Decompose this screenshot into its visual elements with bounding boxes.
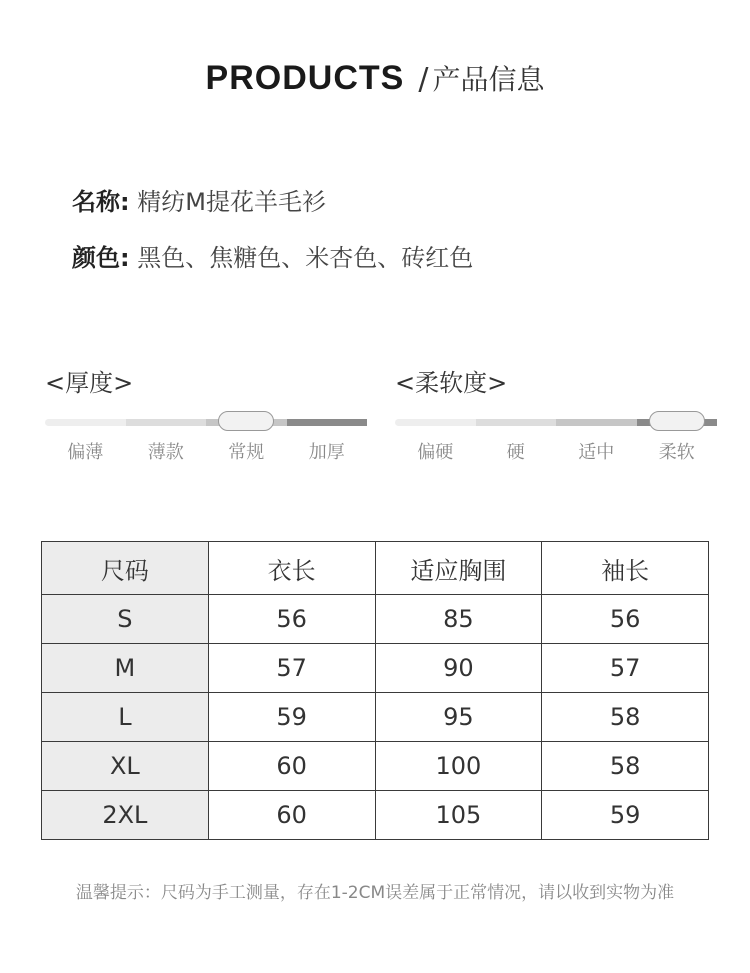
table-cell: 56 (208, 595, 375, 644)
table-cell: 57 (208, 644, 375, 693)
table-row (42, 791, 709, 840)
thickness-meter (45, 365, 367, 464)
product-color-label: 颜色: (72, 244, 130, 272)
product-name-value: 精纺M提花羊毛衫 (137, 188, 326, 216)
thickness-tick: 薄款 (147, 442, 184, 463)
table-cell: 59 (542, 791, 709, 840)
product-name-label: 名称: (72, 188, 130, 216)
size-table (41, 541, 709, 840)
header-separator: / (418, 62, 429, 97)
table-cell: 60 (208, 742, 375, 791)
table-cell: L (42, 693, 209, 742)
softness-tick: 柔软 (658, 442, 695, 463)
thickness-segment-1 (45, 419, 126, 426)
thickness-tick: 常规 (228, 442, 265, 463)
thickness-tick: 加厚 (308, 442, 345, 463)
softness-segment-3 (556, 419, 637, 426)
softness-tick: 偏硬 (417, 442, 454, 463)
table-cell: 85 (375, 595, 542, 644)
table-cell: 60 (208, 791, 375, 840)
product-color-value: 黑色、焦糖色、米杏色、砖红色 (137, 244, 474, 272)
thickness-tick: 偏薄 (67, 442, 104, 463)
table-cell: S (42, 595, 209, 644)
table-cell: 59 (208, 693, 375, 742)
softness-segment-2 (476, 419, 557, 426)
thickness-track (45, 419, 367, 426)
table-cell: XL (42, 742, 209, 791)
softness-tick: 硬 (506, 442, 525, 463)
table-cell: 57 (542, 644, 709, 693)
table-row (42, 595, 709, 644)
table-cell: 56 (542, 595, 709, 644)
table-header-row (42, 542, 709, 595)
thickness-segment-2 (126, 419, 207, 426)
table-cell: 2XL (42, 791, 209, 840)
table-cell: 90 (375, 644, 542, 693)
table-header-cell: 袖长 (542, 542, 709, 595)
thickness-indicator (218, 411, 274, 431)
table-row (42, 644, 709, 693)
table-header-cell: 适应胸围 (375, 542, 542, 595)
table-cell: 58 (542, 693, 709, 742)
table-row (42, 693, 709, 742)
softness-meter (395, 365, 717, 464)
table-header-cell: 衣长 (208, 542, 375, 595)
thickness-title: <厚度> (45, 369, 134, 397)
table-cell: 105 (375, 791, 542, 840)
measurement-note: 温馨提示：尺码为手工测量，存在1-2CM误差属于正常情况，请以收到实物为准 (75, 883, 675, 903)
thickness-ticks (45, 438, 367, 464)
product-name-row (72, 182, 326, 217)
table-cell: 95 (375, 693, 542, 742)
softness-indicator (649, 411, 705, 431)
softness-track (395, 419, 717, 426)
table-row (42, 742, 709, 791)
header-title-en: PRODUCTS (205, 59, 405, 97)
softness-tick: 适中 (578, 442, 615, 463)
header-title-cn: 产品信息 (432, 63, 545, 96)
softness-title: <柔软度> (395, 369, 508, 397)
thickness-segment-4 (287, 419, 368, 426)
table-header-cell: 尺码 (42, 542, 209, 595)
table-cell: 58 (542, 742, 709, 791)
table-cell: M (42, 644, 209, 693)
softness-ticks (395, 438, 717, 464)
softness-segment-1 (395, 419, 476, 426)
page-header (0, 58, 750, 98)
table-cell: 100 (375, 742, 542, 791)
product-color-row (72, 238, 473, 273)
